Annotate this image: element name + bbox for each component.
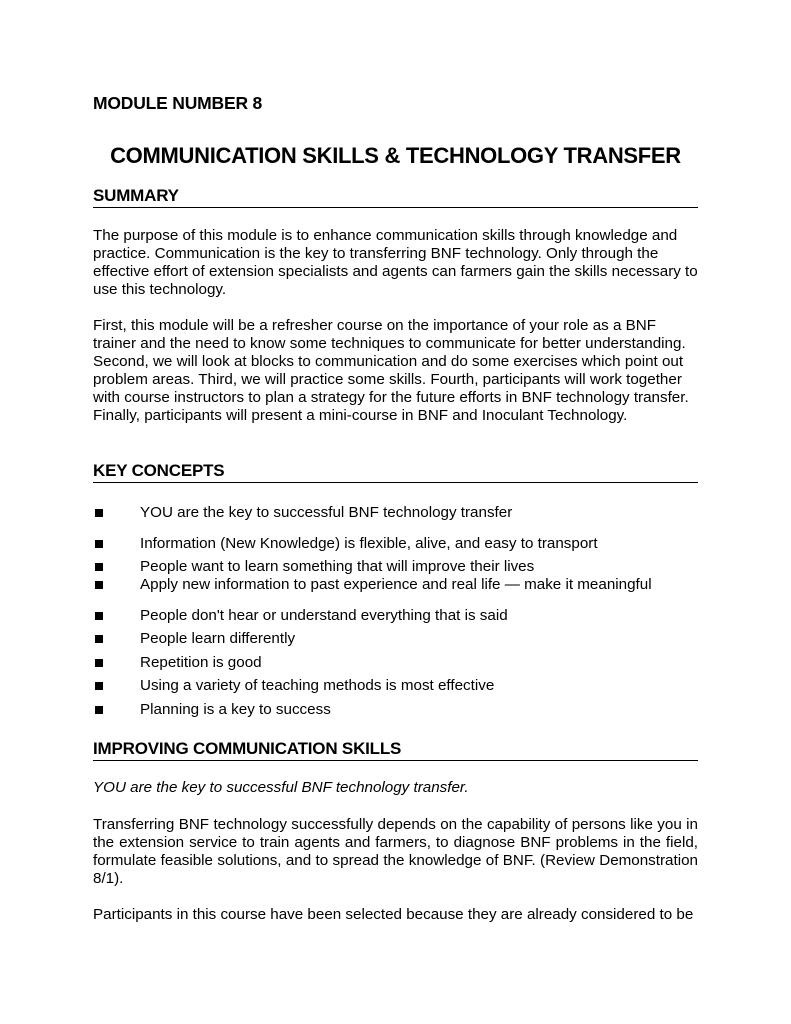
list-item	[93, 677, 698, 695]
improving-communication-heading: IMPROVING COMMUNICATION SKILLS	[93, 739, 698, 761]
list-item-text: People don't hear or understand everything that is said	[140, 607, 508, 624]
list-item	[93, 630, 698, 648]
module-number: MODULE NUMBER 8	[93, 93, 263, 113]
page-title: COMMUNICATION SKILLS & TECHNOLOGY TRANSFER	[110, 143, 681, 168]
list-item	[93, 576, 698, 594]
square-bullet-icon	[95, 563, 103, 571]
list-item-text: Information (New Knowledge) is flexible, alive, and easy to transport	[140, 535, 598, 552]
list-item-text: People learn differently	[140, 630, 296, 647]
list-item-text: Planning is a key to success	[140, 701, 331, 718]
list-item	[93, 701, 698, 719]
improving-paragraph-1: Transferring BNF technology successfully depends on the capability of persons like you in the extension service to train agents and farmers, to diagnose BNF problems in the field, formulate feasible solutions, and to spread the knowledge of BNF. (Review Demonstration 8/1).	[93, 816, 698, 887]
list-item	[93, 558, 698, 576]
list-item	[93, 607, 698, 625]
list-item-text: People want to learn something that will improve their lives	[140, 558, 535, 575]
square-bullet-icon	[95, 706, 103, 714]
square-bullet-icon	[95, 659, 103, 667]
list-item-text: YOU are the key to successful BNF technology transfer	[140, 504, 513, 521]
square-bullet-icon	[95, 635, 103, 643]
summary-paragraph-1: The purpose of this module is to enhance communication skills through knowledge and practice. Communication is the key to transferring BNF technology. Only through the effective effort of extension specialists and agents can farmers gain the skills necessary to use this technology.	[93, 227, 698, 298]
improving-italic-line: YOU are the key to successful BNF technology transfer.	[93, 779, 469, 796]
list-item-text: Repetition is good	[140, 654, 262, 671]
square-bullet-icon	[95, 581, 103, 589]
list-item-text: Using a variety of teaching methods is most effective	[140, 677, 495, 694]
square-bullet-icon	[95, 612, 103, 620]
improving-paragraph-2: Participants in this course have been selected because they are already considered to be	[93, 906, 694, 923]
summary-heading: SUMMARY	[93, 186, 698, 208]
list-item	[93, 654, 698, 672]
list-item-text: Apply new information to past experience and real life — make it meaningful	[140, 576, 652, 593]
square-bullet-icon	[95, 509, 103, 517]
list-item	[93, 504, 698, 522]
key-concepts-heading: KEY CONCEPTS	[93, 461, 698, 483]
summary-paragraph-2: First, this module will be a refresher course on the importance of your role as a BNF trainer and the need to know some techniques to communicate for better understanding. Second, we will look at blocks to communication and do some exercises which point out problem areas. Third, we will practice some skills. Fourth, participants will work together with course instructors to plan a strategy for the future efforts in BNF technology transfer. Finally, participants will present a mini-course in BNF and Inoculant Technology.	[93, 317, 689, 424]
square-bullet-icon	[95, 540, 103, 548]
square-bullet-icon	[95, 682, 103, 690]
list-item	[93, 535, 698, 553]
